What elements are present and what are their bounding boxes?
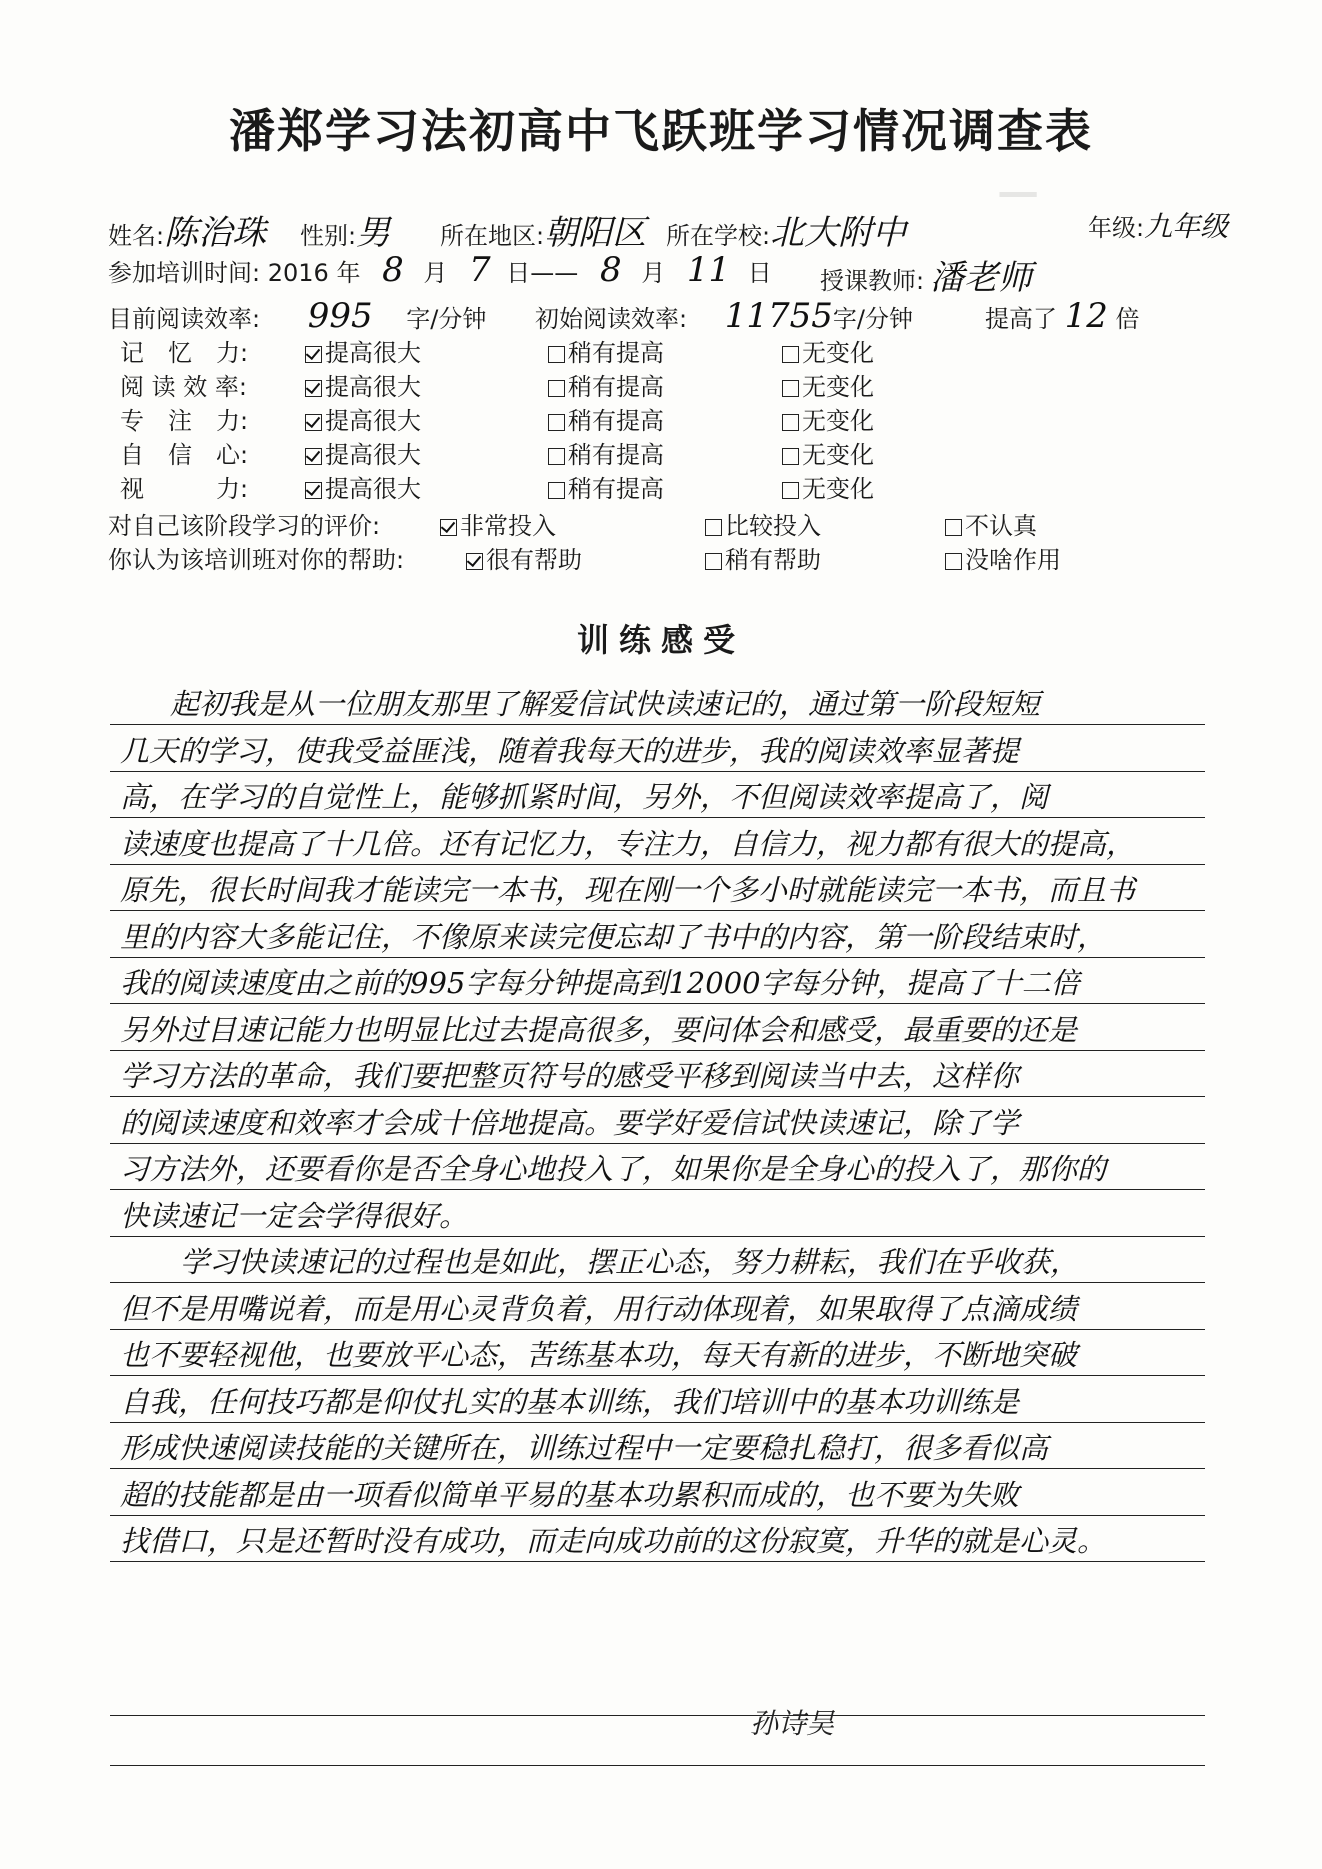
start-day-value[interactable]: 7 [469,250,491,290]
checkbox[interactable] [945,519,962,536]
checkbox[interactable] [548,414,565,431]
checkbox[interactable] [466,553,483,570]
essay-line: 的阅读速度和效率才会成十倍地提高。要学好爱信试快读速记，除了学 [120,1105,1020,1140]
signature: 孙诗昊 [750,1707,835,1740]
day-text: 日—— [506,259,579,287]
checkbox[interactable] [548,448,565,465]
school-label: 所在学校: [666,222,771,250]
essay-line: 也不要轻视他，也要放平心态，苦练基本功，每天有新的进步，不断地突破 [120,1338,1078,1372]
training-time-row [108,250,772,290]
section-title: 训练感受 [576,621,745,659]
ruled-line [110,1375,1205,1376]
option-label: 无变化 [802,373,874,401]
name-label: 姓名: [108,222,165,250]
checkbox[interactable] [305,414,322,431]
ruled-line [110,1515,1205,1516]
ruled-line [110,864,1205,865]
self-eval-option[interactable] [705,506,821,541]
checkbox[interactable] [945,553,962,570]
option-label: 提高很大 [325,475,421,503]
option-label: 无变化 [802,441,874,469]
checkbox[interactable] [782,380,799,397]
ruled-line [110,1189,1205,1190]
region-value[interactable]: 朝阳区 [544,213,647,253]
initial-reading-value[interactable]: 11755 [724,296,833,336]
current-reading-row [108,296,486,336]
help-eval-option[interactable] [466,540,582,575]
option-label: 无变化 [802,475,874,503]
ruled-line [110,1468,1205,1469]
option-label: 稍有提高 [568,475,664,503]
option-label: 非常投入 [460,512,556,540]
ruled-line [110,1765,1205,1766]
option-label: 稍有提高 [568,441,664,469]
current-reading-label: 目前阅读效率: [108,305,261,333]
essay-line: 超的技能都是由一项看似简单平易的基本功累积而成的，也不要为失败 [120,1477,1020,1512]
checkbox[interactable] [548,380,565,397]
essay-line: 习方法外，还要看你是否全身心地投入了，如果你是全身心的投入了，那你的 [120,1152,1107,1186]
improved-row [985,296,1140,336]
essay-line: 高，在学习的自觉性上，能够抓紧时间，另外，不但阅读效率提高了，阅 [120,780,1049,814]
metric-option[interactable] [548,367,664,402]
day-text: 日 [747,259,772,287]
essay-line: 自我，任何技巧都是仰仗扎实的基本训练，我们培训中的基本功训练是 [120,1384,1020,1419]
option-label: 不认真 [965,512,1037,540]
ruled-line [110,771,1205,772]
option-label: 稍有提高 [568,373,664,401]
ruled-line [110,1003,1205,1004]
ruled-line [110,724,1205,725]
ruled-line [110,1715,1205,1716]
start-month-value[interactable]: 8 [382,250,404,290]
ruled-line [110,1236,1205,1237]
info-row [108,205,266,254]
school-value[interactable]: 北大附中 [770,213,907,253]
checkbox[interactable] [548,482,565,499]
grade-label: 年级: [1088,214,1145,242]
ruled-line [110,957,1205,958]
month-text: 月 [641,259,666,287]
essay-line: 我的阅读速度由之前的995字每分钟提高到12000字每分钟，提高了十二倍 [120,966,1080,1000]
checkbox[interactable] [440,519,457,536]
option-label: 很有帮助 [486,546,582,574]
initial-reading-label: 初始阅读效率: [535,305,688,333]
self-eval-label: 对自己该阶段学习的评价: [108,512,381,540]
ruled-line [110,1329,1205,1330]
help-eval-label: 你认为该培训班对你的帮助: [108,546,405,574]
checkbox[interactable] [305,482,322,499]
ruled-line [110,1282,1205,1283]
essay-line: 原先，很长时间我才能读完一本书，现在刚一个多小时就能读完一本书，而且书 [120,873,1136,907]
metric-option[interactable] [548,435,664,470]
self-eval-option[interactable] [440,506,556,541]
bleed-through-mark: ─ [1000,160,1037,230]
option-label: 提高很大 [325,339,421,367]
essay-line: 读速度也提高了十几倍。还有记忆力，专注力，自信力，视力都有很大的提高， [120,826,1136,861]
ruled-line [110,817,1205,818]
ruled-line [110,910,1205,911]
help-eval-option[interactable] [705,540,821,575]
help-eval-option[interactable] [945,540,1061,575]
ruled-line [110,1561,1205,1562]
option-label: 提高很大 [325,407,421,435]
option-label: 稍有提高 [568,339,664,367]
essay-line: 但不是用嘴说着，而是用心灵背负着，用行动体现着，如果取得了点滴成绩 [120,1291,1078,1326]
initial-reading-unit: 字/分钟 [832,305,913,333]
option-label: 稍有帮助 [725,546,821,574]
current-reading-value[interactable]: 995 [307,296,373,336]
grade-value[interactable]: 九年级 [1144,210,1229,243]
training-year: 2016 年 [267,259,361,287]
improved-unit: 倍 [1115,305,1140,333]
metric-option[interactable] [782,401,874,436]
option-label: 提高很大 [325,441,421,469]
metric-label: 自 信 心: [120,441,249,469]
ruled-line [110,1096,1205,1097]
teacher-row [820,250,1032,299]
essay-line: 快读速记一定会学得很好。 [120,1198,469,1233]
metric-option[interactable] [548,401,664,436]
option-label: 无变化 [802,407,874,435]
gender-label: 性别: [300,222,357,250]
gender-value[interactable]: 男 [356,213,391,253]
gender-row [300,205,390,254]
ruled-line [110,1422,1205,1423]
checkbox[interactable] [782,482,799,499]
metric-label: 阅 读 效 率: [120,373,247,401]
checkbox[interactable] [305,380,322,397]
essay-line: 找借口，只是还暂时没有成功，而走向成功前的这份寂寞，升华的就是心灵。 [120,1524,1107,1558]
checkbox[interactable] [782,346,799,363]
essay-line: 学习方法的革命，我们要把整页符号的感受平移到阅读当中去，这样你 [120,1059,1020,1093]
ruled-line [110,1143,1205,1144]
metric-option[interactable] [548,333,664,368]
name-value[interactable]: 陈治珠 [164,213,267,253]
initial-reading-row [535,296,913,336]
grade-row [1088,205,1228,245]
essay-line: 里的内容大多能记住，不像原来读完便忘却了书中的内容，第一阶段结束时， [120,919,1107,954]
metric-label: 记 忆 力: [120,339,249,367]
essay-line: 几天的学习，使我受益匪浅，随着我每天的进步，我的阅读效率显著提 [120,733,1020,768]
metric-label: 视 力: [120,475,249,503]
checkbox[interactable] [305,448,322,465]
option-label: 稍有提高 [568,407,664,435]
option-label: 比较投入 [725,512,821,540]
ruled-line [110,1050,1205,1051]
essay-line: 学习快读速记的过程也是如此，摆正心态，努力耕耘，我们在乎收获， [180,1245,1080,1279]
checkbox[interactable] [548,346,565,363]
essay-line: 形成快速阅读技能的关键所在，训练过程中一定要稳扎稳打，很多看似高 [120,1431,1049,1465]
self-eval-row [108,506,380,541]
metric-label: 专 注 力: [120,407,249,435]
essay-line: 另外过目速记能力也明显比过去提高很多，要问体会和感受，最重要的还是 [120,1012,1078,1047]
checkbox[interactable] [782,414,799,431]
end-day-value[interactable]: 11 [686,250,731,290]
metric-option[interactable] [305,435,421,470]
teacher-value[interactable]: 潘老师 [930,258,1033,298]
month-text: 月 [423,259,448,287]
training-time-label: 参加培训时间: [108,259,261,287]
checkbox[interactable] [705,519,722,536]
region-row [440,205,646,254]
metric-option[interactable] [782,333,874,368]
metric-option[interactable] [305,367,421,402]
region-label: 所在地区: [440,222,545,250]
metric-option[interactable] [305,469,421,504]
checkbox[interactable] [305,346,322,363]
help-eval-row [108,540,404,575]
metric-option[interactable] [548,469,664,504]
page-title: 潘郑学习法初高中飞跃班学习情况调查表 [229,104,1093,158]
metric-option[interactable] [782,469,874,504]
current-reading-unit: 字/分钟 [406,305,487,333]
option-label: 无变化 [802,339,874,367]
school-row [666,205,906,254]
essay-line: 起初我是从一位朋友那里了解爱信试快读速记的，通过第一阶段短短 [170,687,1041,721]
teacher-label: 授课教师: [820,267,925,295]
metric-option[interactable] [782,367,874,402]
metric-option[interactable] [782,435,874,470]
option-label: 没啥作用 [965,546,1061,574]
self-eval-option[interactable] [945,506,1037,541]
checkbox[interactable] [782,448,799,465]
option-label: 提高很大 [325,373,421,401]
improved-value[interactable]: 12 [1064,296,1108,336]
checkbox[interactable] [705,553,722,570]
metric-option[interactable] [305,401,421,436]
metric-option[interactable] [305,333,421,368]
end-month-value[interactable]: 8 [599,250,622,290]
improved-label: 提高了 [985,305,1057,333]
